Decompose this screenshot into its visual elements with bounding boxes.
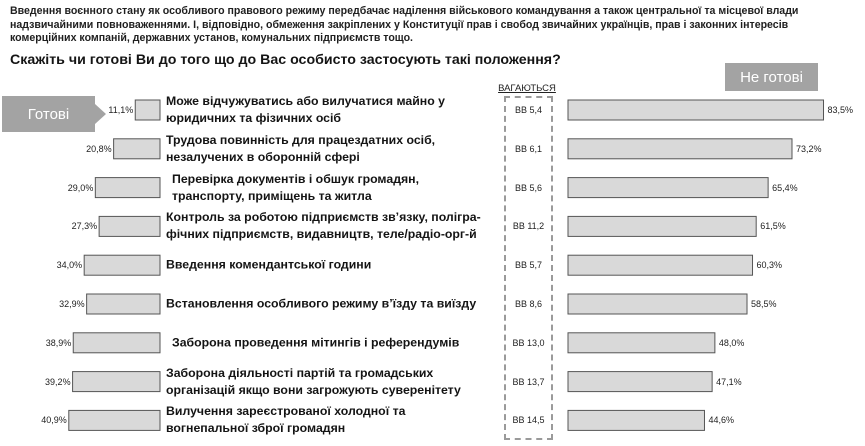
intro-text: Введення воєнного стану як особливого правового режиму передбачає наділення військового командування а також центральної та місцевої влади надзвичайними повноваженнями. І, відповідно, обмеження закріплених у Конституції прав і свобод звичайних українців, прав і законних інтересів комерційних компаній, державних установ, комунальних підприємств тощо. bbox=[10, 5, 799, 44]
category-label-line: фічних підприємств, видавництв, теле/радіо-орг-й bbox=[166, 227, 477, 242]
hesitate-value-label: ВВ 13,0 bbox=[512, 337, 545, 348]
category-label bbox=[166, 403, 405, 437]
category-label-line: організацій якщо вони загрожують суверенітету bbox=[166, 382, 461, 397]
not-ready-value-label: 61,5% bbox=[760, 221, 786, 232]
category-label bbox=[166, 365, 461, 399]
category-label bbox=[172, 334, 459, 351]
ready-bar bbox=[73, 372, 160, 392]
not-ready-bar bbox=[568, 139, 792, 159]
hesitate-header: ВАГАЮТЬСЯ bbox=[498, 83, 556, 94]
ready-bar bbox=[84, 255, 160, 275]
ready-bar bbox=[73, 333, 160, 353]
category-label-line: транспорту, приміщень та житла bbox=[172, 188, 372, 203]
hesitate-value-label: ВВ 5,4 bbox=[514, 105, 543, 115]
ready-bar bbox=[135, 100, 160, 120]
category-label-line: Вилучення зареєстрованої холодної та bbox=[166, 404, 406, 419]
ready-bar bbox=[95, 178, 160, 198]
category-label-line: незалучених в оборонній сфері bbox=[166, 149, 360, 164]
hesitate-value-label: ВВ 13,7 bbox=[512, 376, 545, 387]
not-ready-value-label: 44,6% bbox=[708, 415, 734, 426]
category-label-line: Контроль за роботою підприємств зв’язку, полігра- bbox=[166, 210, 481, 225]
ready-badge: Готові bbox=[2, 96, 95, 132]
ready-bar bbox=[69, 410, 160, 430]
hesitate-value-label: ВВ 5,6 bbox=[514, 182, 543, 193]
not-ready-value-label: 65,4% bbox=[772, 182, 798, 193]
category-label-line: Заборона діяльності партій та громадських bbox=[166, 365, 434, 380]
hesitate-value-label: ВВ 14,5 bbox=[512, 415, 545, 426]
category-label-line: Введення комендантської години bbox=[166, 257, 372, 272]
hesitate-value-label: ВВ 5,7 bbox=[514, 260, 543, 271]
ready-value-label: 40,9% bbox=[41, 415, 67, 426]
category-label-line: юридичних та фізичних осіб bbox=[166, 111, 342, 125]
ready-value-label: 27,3% bbox=[71, 221, 98, 232]
ready-value-label: 11,1% bbox=[108, 105, 134, 115]
not-ready-value-label: 48,0% bbox=[718, 337, 745, 348]
category-label-line: вогнепальної зброї громадян bbox=[166, 421, 346, 436]
category-label-line: Трудова повинність для працездатних осіб, bbox=[166, 132, 436, 147]
category-label bbox=[166, 132, 435, 166]
not-ready-bar bbox=[568, 410, 704, 430]
not-ready-bar bbox=[568, 372, 712, 392]
ready-value-label: 29,0% bbox=[67, 182, 94, 193]
hesitate-value-label: ВВ 11,2 bbox=[512, 221, 545, 232]
hesitate-value-label: ВВ 8,6 bbox=[514, 299, 543, 309]
not-ready-value-label: 58,5% bbox=[751, 299, 777, 309]
not-ready-bar bbox=[568, 255, 753, 275]
not-ready-bar bbox=[568, 178, 768, 198]
not-ready-bar bbox=[568, 216, 756, 236]
not-ready-bar bbox=[568, 100, 824, 120]
hesitate-value-label: ВВ 6,1 bbox=[514, 143, 543, 154]
not-ready-badge: Не готові bbox=[725, 63, 818, 91]
not-ready-value-label: 73,2% bbox=[795, 143, 822, 154]
ready-value-label: 39,2% bbox=[45, 376, 71, 387]
question-title: Скажіть чи готові Ви до того що до Вас особисто застосують такі положення? bbox=[10, 52, 561, 68]
not-ready-bar bbox=[568, 294, 747, 314]
category-label-line: Може відчужуватись або вилучатися майно у bbox=[166, 94, 445, 108]
category-label bbox=[166, 257, 371, 274]
not-ready-value-label: 60,3% bbox=[756, 260, 783, 271]
ready-value-label: 32,9% bbox=[59, 299, 85, 309]
category-label-line: Заборона проведення мітингів і референдумів bbox=[172, 335, 460, 350]
ready-value-label: 38,9% bbox=[45, 337, 72, 348]
category-label-line: Встановлення особливого режиму в’їзду та виїзду bbox=[166, 296, 477, 311]
ready-bar bbox=[99, 216, 160, 236]
ready-value-label: 34,0% bbox=[56, 260, 83, 271]
not-ready-value-label: 47,1% bbox=[716, 376, 742, 387]
ready-bar bbox=[114, 139, 160, 159]
category-label bbox=[166, 93, 445, 127]
category-label bbox=[166, 296, 476, 313]
category-label bbox=[166, 209, 481, 243]
ready-value-label: 20,8% bbox=[86, 143, 112, 154]
category-label bbox=[172, 171, 419, 205]
not-ready-bar bbox=[568, 333, 715, 353]
category-label-line: Перевірка документів і обшук громадян, bbox=[172, 171, 420, 186]
not-ready-value-label: 83,5% bbox=[827, 105, 854, 115]
ready-bar bbox=[87, 294, 160, 314]
